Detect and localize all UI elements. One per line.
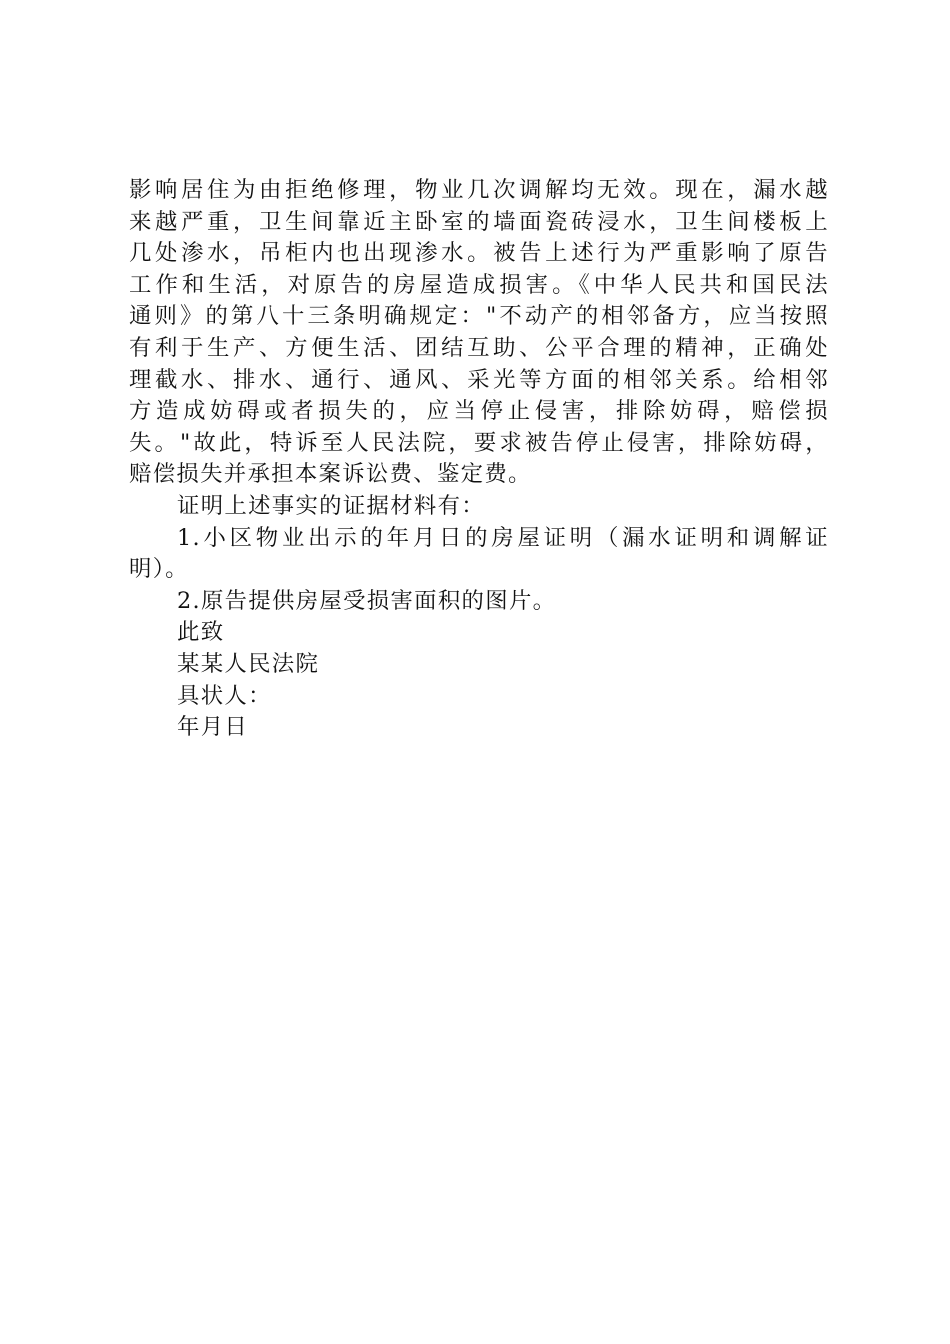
evidence-item-2: 2.原告提供房屋受损害面积的图片。	[177, 587, 557, 614]
closing-salute: 此致	[177, 619, 225, 646]
complaint-paragraph	[129, 175, 829, 491]
paragraph-line: 失。"故此，特诉至人民法院，要求被告停止侵害，排除妨碍，	[129, 429, 829, 456]
court-name: 某某人民法院	[177, 650, 320, 677]
paragraph-line: 工作和生活，对原告的房屋造成损害。《中华人民共和国民法	[129, 271, 829, 298]
paragraph-line: 有利于生产、方便生活、团结互助、公平合理的精神，正确处	[129, 334, 829, 361]
paragraph-line: 通则》的第八十三条明确规定："不动产的相邻备方，应当按照	[129, 303, 829, 330]
paragraph-line: 影响居住为由拒绝修理，物业几次调解均无效。现在，漏水越	[129, 177, 829, 203]
paragraph-line: 方造成妨碍或者损失的，应当停止侵害，排除妨碍，赔偿损	[129, 398, 829, 425]
paragraph-line: 理截水、排水、通行、通风、采光等方面的相邻关系。给相邻	[129, 366, 829, 393]
plaintiff-label: 具状人：	[177, 682, 272, 709]
evidence-intro: 证明上述事实的证据材料有：	[177, 492, 485, 519]
paragraph-line: 几处渗水，吊柜内也出现渗水。被告上述行为严重影响了原告	[129, 240, 829, 267]
date-label: 年月日	[177, 714, 249, 741]
paragraph-line: 来越严重，卫生间靠近主卧室的墙面瓷砖浸水，卫生间楼板上	[129, 208, 829, 235]
paragraph-line: 赔偿损失并承担本案诉讼费、鉴定费。	[129, 461, 532, 488]
document-page	[129, 175, 829, 744]
evidence-line: 明）。	[129, 556, 189, 583]
evidence-item-1	[129, 523, 829, 586]
evidence-line: 1.小区物业出示的年月日的房屋证明（漏水证明和调解证	[177, 524, 829, 551]
